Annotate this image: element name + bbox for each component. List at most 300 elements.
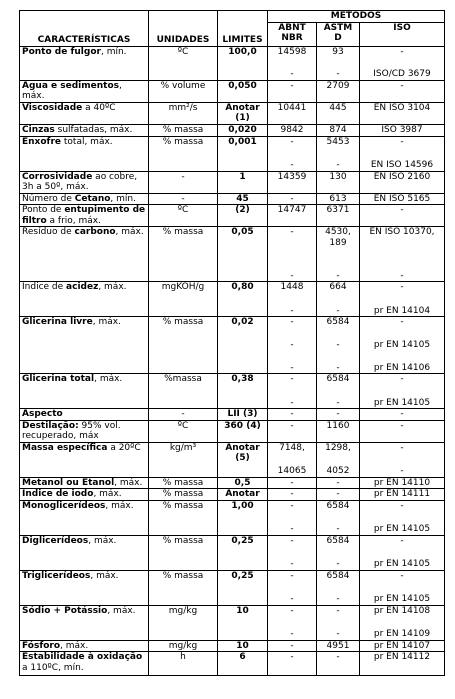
astm-method-value: - — [336, 362, 340, 373]
characteristic-name-rest: sulfatadas, máx. — [54, 124, 133, 135]
astm-method-value: 130 — [329, 171, 347, 182]
iso-method — [360, 442, 445, 477]
iso-method-value: - — [400, 442, 404, 453]
iso-method — [360, 80, 445, 102]
iso-method-value: pr EN 14105 — [373, 339, 431, 350]
unit-value: - — [149, 171, 218, 193]
iso-method — [360, 46, 445, 80]
iso-method — [360, 282, 445, 317]
astm-method — [317, 317, 360, 374]
astm-method-value: 2709 — [326, 80, 350, 91]
unit-value: h — [149, 652, 218, 676]
limit-value: 6 — [218, 652, 268, 676]
astm-method-value: 6371 — [326, 205, 350, 215]
header-caracteristicas: CARACTERÍSTICAS — [20, 11, 149, 47]
characteristic-name-rest: , máx. — [22, 80, 122, 101]
astm-method-value: - — [336, 559, 340, 569]
abnt-method — [268, 640, 317, 652]
characteristic-name-rest: ao cobre, 3h a 50º, máx. — [22, 171, 138, 192]
characteristic-name-rest: , máx. — [93, 489, 122, 499]
iso-method — [360, 640, 445, 652]
unit-value: % massa — [149, 136, 218, 171]
iso-method — [360, 227, 445, 282]
table-row — [20, 570, 445, 605]
characteristic-name-rest: , máx. — [92, 317, 121, 327]
table-row — [20, 374, 445, 409]
table-row — [20, 489, 445, 501]
limit-value: 10 — [218, 605, 268, 640]
characteristic-name-bold: Cinzas — [22, 124, 55, 135]
table-row — [20, 46, 445, 80]
characteristic-name — [20, 136, 149, 171]
astm-method-value: - — [336, 397, 340, 408]
characteristic-name — [20, 605, 149, 640]
iso-method-value: - — [400, 46, 404, 57]
limit-value: 0,05 — [218, 227, 268, 282]
iso-method-value: - — [400, 136, 404, 147]
iso-method-value: - — [400, 466, 404, 476]
iso-method-value: pr EN 14109 — [373, 629, 431, 639]
abnt-method-value: - — [290, 489, 294, 499]
characteristic-name-bold: Diglicerídeos — [22, 535, 89, 546]
abnt-method-value: - — [290, 652, 294, 662]
iso-method — [360, 570, 445, 605]
characteristic-name-bold: Cetano — [74, 193, 111, 204]
characteristic-name-bold: entupimento de filtro — [22, 205, 146, 226]
unit-value: % massa — [149, 477, 218, 489]
abnt-method — [268, 535, 317, 570]
iso-method — [360, 136, 445, 171]
abnt-method — [268, 193, 317, 205]
table-row — [20, 136, 445, 171]
astm-method-value: - — [336, 409, 340, 419]
characteristic-name — [20, 489, 149, 501]
iso-method-value: - — [400, 570, 404, 581]
abnt-method — [268, 489, 317, 501]
iso-method-value: ISO 3987 — [381, 124, 423, 135]
characteristic-name-rest: 95% vol. recuperado, máx — [22, 420, 121, 441]
abnt-method — [268, 317, 317, 374]
characteristic-name — [20, 193, 149, 205]
abnt-method — [268, 136, 317, 171]
characteristic-name-bold: Destilação: — [22, 420, 79, 431]
astm-method-value: - — [336, 305, 340, 316]
abnt-method-value: - — [290, 420, 294, 431]
abnt-method-value: - — [290, 397, 294, 408]
abnt-method — [268, 282, 317, 317]
iso-method — [360, 124, 445, 136]
characteristic-name-rest: a 20ºC — [107, 442, 141, 453]
astm-method-value: 874 — [329, 124, 347, 135]
limit-value: 0,25 — [218, 535, 268, 570]
characteristic-name-bold: Ponto de fulgor — [22, 46, 101, 57]
unit-value: %massa — [149, 374, 218, 409]
abnt-method — [268, 570, 317, 605]
characteristic-name-rest: , máx. — [105, 500, 134, 511]
limit-value: 100,0 — [218, 46, 268, 80]
astm-method-value: 4951 — [326, 640, 350, 651]
characteristic-name — [20, 535, 149, 570]
iso-method-value: pr EN 14111 — [373, 489, 431, 499]
abnt-method-value: - — [290, 559, 294, 569]
table-row — [20, 171, 445, 193]
characteristic-name-rest: , máx. — [60, 640, 89, 651]
abnt-method — [268, 205, 317, 227]
characteristic-name-rest: , máx. — [115, 227, 144, 237]
astm-method-value: - — [336, 605, 340, 616]
astm-method — [317, 477, 360, 489]
abnt-method-value: - — [290, 69, 294, 79]
astm-method — [317, 282, 360, 317]
astm-method-value: 613 — [329, 193, 347, 204]
abnt-method-value: - — [290, 477, 294, 488]
astm-method — [317, 124, 360, 136]
characteristic-name — [20, 171, 149, 193]
abnt-method-value: 7148, — [279, 442, 305, 453]
characteristic-name-rest: Resíduo de — [22, 227, 75, 237]
characteristic-name — [20, 500, 149, 535]
characteristic-name-bold: Viscosidade — [22, 102, 83, 113]
unit-value: mg/kg — [149, 605, 218, 640]
header-unidades: UNIDADES — [149, 11, 218, 47]
unit-value: % massa — [149, 227, 218, 282]
unit-value: kg/m³ — [149, 442, 218, 477]
characteristic-name — [20, 640, 149, 652]
limit-value: 0,02 — [218, 317, 268, 374]
characteristic-name-bold: Água e sedimentos — [22, 80, 119, 91]
abnt-method-value: 14359 — [277, 171, 307, 182]
astm-method-value: 664 — [329, 282, 347, 292]
abnt-method-value: - — [290, 535, 294, 546]
limit-value: Anotar — [218, 489, 268, 501]
abnt-method — [268, 605, 317, 640]
iso-method-value: pr EN 14107 — [373, 640, 431, 651]
unit-value: ºC — [149, 46, 218, 80]
table-row — [20, 227, 445, 282]
characteristic-name — [20, 477, 149, 489]
characteristic-name — [20, 652, 149, 676]
abnt-method-value: - — [290, 339, 294, 350]
table-row — [20, 500, 445, 535]
iso-method-value: pr EN 14105 — [373, 594, 431, 604]
unit-value: % massa — [149, 570, 218, 605]
iso-method-value: EN ISO 5165 — [373, 193, 431, 204]
characteristic-name-rest: , máx. — [114, 477, 143, 488]
iso-method — [360, 409, 445, 421]
iso-method — [360, 374, 445, 409]
astm-method-value: 6584 — [326, 374, 350, 384]
astm-method — [317, 374, 360, 409]
characteristic-name-bold: Aspecto — [22, 409, 63, 419]
iso-method — [360, 171, 445, 193]
characteristic-name-rest: , máx. — [90, 570, 119, 581]
limit-value: 0,80 — [218, 282, 268, 317]
astm-method — [317, 420, 360, 442]
characteristic-name-bold: carbono — [74, 227, 116, 237]
characteristic-name — [20, 282, 149, 317]
abnt-method — [268, 477, 317, 489]
astm-method-value: 445 — [329, 102, 347, 113]
astm-method-value: - — [336, 160, 340, 170]
astm-method-value: - — [336, 489, 340, 499]
characteristic-name-rest: a frio, máx. — [46, 215, 101, 226]
limit-value: 0,020 — [218, 124, 268, 136]
abnt-method-value: 14065 — [277, 466, 307, 476]
iso-method — [360, 489, 445, 501]
iso-method-value: EN ISO 10370, — [369, 227, 435, 237]
abnt-method-value: - — [290, 270, 294, 281]
table-row — [20, 124, 445, 136]
limit-value: LII (3) — [218, 409, 268, 421]
iso-method-value: - — [400, 374, 404, 384]
limit-value: 0,38 — [218, 374, 268, 409]
abnt-method-value: - — [290, 80, 294, 91]
unit-value: - — [149, 193, 218, 205]
iso-method-value: pr EN 14104 — [373, 305, 431, 316]
characteristic-name-bold: Enxofre — [22, 136, 62, 147]
iso-method-value: pr EN 14108 — [373, 605, 431, 616]
abnt-method-value: 14598 — [277, 46, 307, 57]
abnt-method-value: - — [290, 500, 294, 511]
unit-value: % massa — [149, 489, 218, 501]
characteristic-name — [20, 46, 149, 80]
table-row — [20, 605, 445, 640]
characteristic-name-rest: , máx. — [88, 535, 117, 546]
abnt-method — [268, 171, 317, 193]
table-row — [20, 102, 445, 124]
iso-method-value: - — [400, 282, 404, 292]
iso-method-value: pr EN 14112 — [373, 652, 431, 662]
iso-method — [360, 102, 445, 124]
characteristic-name-rest: , mín. — [110, 193, 136, 204]
biodiesel-spec-table — [19, 10, 445, 676]
characteristic-name-rest: total, máx. — [61, 136, 113, 147]
astm-method — [317, 489, 360, 501]
characteristic-name-bold: Metanol ou Etanol — [22, 477, 115, 488]
astm-method — [317, 605, 360, 640]
abnt-method — [268, 124, 317, 136]
characteristic-name-bold: Índice de iodo — [22, 489, 94, 499]
limit-value: 10 — [218, 640, 268, 652]
iso-method-value: - — [400, 420, 404, 431]
characteristic-name-bold: Fósforo — [22, 640, 61, 651]
astm-method — [317, 193, 360, 205]
table-row — [20, 282, 445, 317]
limit-value: Anotar (1) — [218, 102, 268, 124]
characteristic-name-bold: Sódio + Potássio — [22, 605, 108, 616]
table-row — [20, 80, 445, 102]
iso-method — [360, 500, 445, 535]
unit-value: mm²/s — [149, 102, 218, 124]
header-limites: LIMITES — [218, 11, 268, 47]
characteristic-name — [20, 570, 149, 605]
astm-method-value: - — [336, 652, 340, 662]
unit-value: % massa — [149, 535, 218, 570]
astm-method-value: - — [336, 270, 340, 281]
spec-table-body — [20, 46, 445, 676]
table-row — [20, 205, 445, 227]
astm-method-value: 6584 — [326, 317, 350, 327]
iso-method-value: - — [400, 317, 404, 327]
astm-method-value: - — [336, 69, 340, 79]
astm-method — [317, 205, 360, 227]
characteristic-name — [20, 317, 149, 374]
characteristic-name — [20, 374, 149, 409]
characteristic-name-bold: acidez — [66, 282, 99, 292]
characteristic-name-rest: , máx. — [107, 605, 136, 616]
astm-method — [317, 640, 360, 652]
header-iso: ISO — [360, 22, 445, 46]
iso-method — [360, 652, 445, 676]
limit-value: 0,050 — [218, 80, 268, 102]
table-row — [20, 317, 445, 374]
abnt-method — [268, 80, 317, 102]
abnt-method — [268, 420, 317, 442]
limit-value: 360 (4) — [218, 420, 268, 442]
characteristic-name — [20, 442, 149, 477]
iso-method — [360, 605, 445, 640]
characteristic-name-bold: Glicerina livre — [22, 317, 93, 327]
astm-method-value: 1298, — [325, 442, 351, 453]
limit-value: 1,00 — [218, 500, 268, 535]
characteristic-name-bold: Corrosividade — [22, 171, 93, 182]
iso-method — [360, 317, 445, 374]
iso-method — [360, 193, 445, 205]
characteristic-name-rest: a 110ºC, mín. — [22, 662, 84, 673]
abnt-method-value: 9842 — [280, 124, 304, 135]
abnt-method-value: 14747 — [277, 205, 307, 215]
limit-value: 0,25 — [218, 570, 268, 605]
characteristic-name-bold: Triglicerídeos — [22, 570, 91, 581]
characteristic-name-rest: Índice de — [22, 282, 67, 292]
abnt-method-value: - — [290, 160, 294, 170]
iso-method-value: pr EN 14105 — [373, 524, 431, 534]
abnt-method-value: - — [290, 605, 294, 616]
iso-method — [360, 420, 445, 442]
abnt-method-value: - — [290, 305, 294, 316]
astm-method — [317, 227, 360, 282]
characteristic-name-bold: Monoglicerídeos — [22, 500, 106, 511]
characteristic-name — [20, 80, 149, 102]
table-row — [20, 535, 445, 570]
abnt-method — [268, 46, 317, 80]
astm-method-value: 1160 — [326, 420, 350, 431]
abnt-method — [268, 442, 317, 477]
characteristic-name — [20, 102, 149, 124]
unit-value: - — [149, 409, 218, 421]
iso-method-value: pr EN 14110 — [373, 477, 431, 488]
astm-method-value: - — [336, 339, 340, 350]
iso-method — [360, 535, 445, 570]
table-row — [20, 652, 445, 676]
iso-method — [360, 477, 445, 489]
abnt-method — [268, 500, 317, 535]
unit-value: mg/kg — [149, 640, 218, 652]
characteristic-name-rest: Número de — [22, 193, 75, 204]
characteristic-name-rest: a 40ºC — [82, 102, 116, 113]
characteristic-name — [20, 124, 149, 136]
astm-method — [317, 80, 360, 102]
astm-method-value: 6584 — [326, 500, 350, 511]
astm-method — [317, 171, 360, 193]
astm-method — [317, 102, 360, 124]
iso-method-value: - — [400, 80, 404, 91]
abnt-method-value: - — [290, 136, 294, 147]
astm-method-value: 6584 — [326, 535, 350, 546]
astm-method — [317, 535, 360, 570]
header-metodos: METODOS — [268, 11, 445, 23]
astm-method-value: 4052 — [326, 466, 350, 476]
astm-method — [317, 652, 360, 676]
table-row — [20, 420, 445, 442]
characteristic-name-rest: Ponto de — [22, 205, 65, 215]
abnt-method — [268, 102, 317, 124]
astm-method-value: 4530, 189 — [325, 227, 351, 248]
abnt-method-value: - — [290, 362, 294, 373]
characteristic-name — [20, 227, 149, 282]
astm-method-value: - — [336, 524, 340, 534]
unit-value: % massa — [149, 317, 218, 374]
table-row — [20, 409, 445, 421]
iso-method-value: EN ISO 14596 — [370, 160, 434, 170]
iso-method-value: - — [400, 270, 404, 281]
characteristic-name — [20, 205, 149, 227]
abnt-method-value: - — [290, 594, 294, 604]
iso-method-value: pr EN 14105 — [373, 397, 431, 408]
characteristic-name-bold: Estabilidade à oxidação — [22, 652, 143, 662]
table-row — [20, 193, 445, 205]
characteristic-name-bold: Massa específica — [22, 442, 108, 453]
abnt-method-value: - — [290, 227, 294, 237]
abnt-method-value: - — [290, 374, 294, 384]
iso-method-value: EN ISO 2160 — [373, 171, 431, 182]
astm-method — [317, 442, 360, 477]
iso-method-value: pr EN 14105 — [373, 559, 431, 569]
characteristic-name-rest: , mín. — [100, 46, 127, 57]
limit-value: Anotar (5) — [218, 442, 268, 477]
abnt-method — [268, 227, 317, 282]
astm-method — [317, 46, 360, 80]
astm-method-value: - — [336, 629, 340, 639]
header-astm: ASTM D — [317, 22, 360, 46]
astm-method-value: 6584 — [326, 570, 350, 581]
astm-method-value: 5453 — [326, 136, 350, 147]
table-row — [20, 442, 445, 477]
iso-method-value: - — [400, 205, 404, 215]
astm-method-value: - — [336, 594, 340, 604]
abnt-method-value: - — [290, 409, 294, 419]
iso-method-value: pr EN 14106 — [373, 362, 431, 373]
abnt-method-value: - — [290, 317, 294, 327]
characteristic-name — [20, 409, 149, 421]
astm-method — [317, 136, 360, 171]
abnt-method-value: - — [290, 640, 294, 651]
characteristic-name-rest: , máx. — [94, 374, 123, 384]
abnt-method — [268, 409, 317, 421]
astm-method — [317, 500, 360, 535]
unit-value: mgKOH/g — [149, 282, 218, 317]
unit-value: % volume — [149, 80, 218, 102]
iso-method-value: - — [400, 535, 404, 546]
characteristic-name-rest: , máx. — [98, 282, 127, 292]
abnt-method-value: - — [290, 629, 294, 639]
unit-value: % massa — [149, 124, 218, 136]
astm-method-value: 93 — [332, 46, 344, 57]
iso-method-value: ISO/CD 3679 — [373, 69, 431, 79]
header-abnt: ABNT NBR — [268, 22, 317, 46]
abnt-method-value: 10441 — [277, 102, 307, 113]
characteristic-name — [20, 420, 149, 442]
